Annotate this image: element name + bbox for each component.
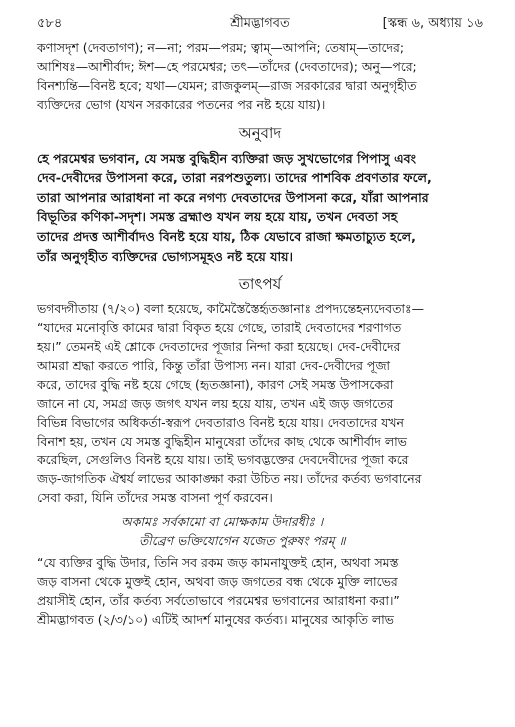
purport-heading: তাৎপর্য	[238, 275, 282, 294]
purport-line: “যাদের মনোবৃত্তি কামের দ্বারা বিকৃত হয়ে গেছে, তারাই দেবতাদের শরণাগত	[37, 320, 402, 336]
purport-line: করে, তাদের বুদ্ধি নষ্ট হয়ে গেছে (হৃতজ্ঞানা), কারণ সেই সমস্ত উপাসকেরা	[37, 376, 394, 392]
purport-line: হয়।” তেমনই এই শ্লোকে দেবতাদের পূজার নিন্দা করা হয়েছে। দেব-দেবীদের	[37, 339, 401, 354]
translation-line: দেব-দেবীদের উপাসনা করে, তারা নরপশুতুল্য। তাদের পাশবিক প্রবণতার ফলে,	[37, 170, 432, 186]
page-header	[37, 14, 483, 34]
quote-block	[37, 554, 483, 630]
synonyms-line: আশিষঃ—আশীর্বাদ; ঈশ—হে পরমেশ্বর; তৎ—তাঁদের (দেবতাদের); অনু—পরে;	[37, 58, 417, 74]
verse-line: তীব্রেণ ভক্তিযোগেন যজেত পুরুষং পরম্ ॥	[139, 533, 346, 549]
purport-line: জানে না যে, সমগ্র জড় জগৎ যখন লয় হয়ে যায়, তখন এই জড় জগতের	[37, 395, 394, 411]
verse-line: অকামঃ সর্বকামো বা মোক্ষকাম উদারধীঃ ।	[121, 514, 324, 530]
translation-line: তারা আপনার আরাধনা না করে নগণ্য দেবতাদের উপাসনা করে, যাঁরা আপনার	[37, 189, 429, 205]
page-number: ৫৮৪	[37, 16, 63, 31]
synonyms-block	[37, 39, 483, 115]
translation-block	[37, 149, 483, 267]
translation-line: তাদের প্রদত্ত আশীর্বাদও বিনষ্ট হয়ে যায়, ঠিক যেভাবে রাজা ক্ষমতাচ্যুত হলে,	[37, 229, 416, 244]
translation-line: হে পরমেশ্বর ভগবান, যে সমস্ত বুদ্ধিহীন ব্যক্তিরা জড় সুখভোগের পিপাসু এবং	[37, 150, 417, 166]
translation-heading: অনুবাদ	[238, 123, 282, 142]
purport-line: বিনাশ হয়, তখন যে সমস্ত বুদ্ধিহীন মানুষেরা তাঁদের কাছ থেকে আশীর্বাদ লাভ	[37, 433, 407, 449]
quote-line: প্রয়াসীই হোন, তাঁর কর্তব্য সর্বতোভাবে পরমেশ্বর ভগবানের আরাধনা করা।”	[37, 592, 400, 608]
running-title: শ্রীমদ্ভাগবত	[230, 16, 290, 31]
translation-line: তাঁর অনুগৃহীত ব্যক্তিদের ভোগ্যসমূহও নষ্ট হয়ে যায়।	[37, 248, 294, 264]
purport-line: আমরা শ্রদ্ধা করতে পারি, কিন্তু তাঁরা উপাস্য নন। যারা দেব-দেবীদের পূজা	[37, 357, 391, 373]
quote-line: শ্রীমদ্ভাগবত (২/৩/১০) এটিই আদর্শ মানুষের কর্তব্য। মানুষের আকৃতি লাভ	[37, 611, 394, 627]
purport-line: বিভিন্ন বিভাগের অধিকর্তা-স্বরূপ দেবতারাও বিনষ্ট হয়ে যায়। দেবতাদের যখন	[37, 414, 404, 430]
quote-line: “যে ব্যক্তির বুদ্ধি উদার, তিনি সব রকম জড় কামনাযুক্তই হোন, অথবা সমস্ত	[37, 555, 399, 571]
synonyms-line: কণাসদৃশ (দেবতাগণ); ন—না; পরম—পরম; ত্বাম্—আপনি; তেষাম্—তাদের;	[37, 40, 405, 55]
quote-line: জড় বাসনা থেকে মুক্তই হোন, অথবা জড় জগতের বন্ধ থেকে মুক্তি লাভের	[37, 574, 398, 590]
page-content	[37, 39, 483, 630]
purport-line: সেবা করা, যিনি তাঁদের সমস্ত বাসনা পূর্ণ করবেন।	[37, 490, 273, 506]
chapter-reference: [স্কন্ধ ৬, অধ্যায় ১৬	[382, 16, 483, 31]
translation-line: বিভূতির কণিকা-সদৃশ। সমস্ত ব্রহ্মাণ্ড যখন লয় হয়ে যায়, তখন দেবতা সহ	[37, 209, 398, 225]
synonyms-line: বিনশ্যন্তি—বিনষ্ট হবে; যথা—যেমন; রাজকুলম্—রাজ সরকারের দ্বারা অনুগৃহীত	[37, 77, 417, 93]
purport-line: ভগবদ্গীতায় (৭/২০) বলা হয়েছে, কামৈস্তৈস্তৈর্হৃতজ্ঞানাঃ প্রপদ্যন্তেহন্যদেবতাঃ—	[37, 301, 424, 317]
synonyms-line: ব্যক্তিদের ভোগ (যখন সরকারের পতনের পর নষ্ট হয়ে যায়)।	[37, 96, 326, 112]
purport-line: জড়-জাগতিক ঐশ্বর্য লাভের আকাঙ্ক্ষা করা উচিত নয়। তাঁদের কর্তব্য ভগবানের	[37, 471, 422, 487]
purport-line: করেছিল, সেগুলিও বিনষ্ট হয়ে যায়। তাই ভগবদ্ভক্তের দেবদেবীদের পূজা করে	[37, 452, 409, 468]
purport-block	[37, 300, 483, 508]
sanskrit-verse	[37, 512, 483, 550]
